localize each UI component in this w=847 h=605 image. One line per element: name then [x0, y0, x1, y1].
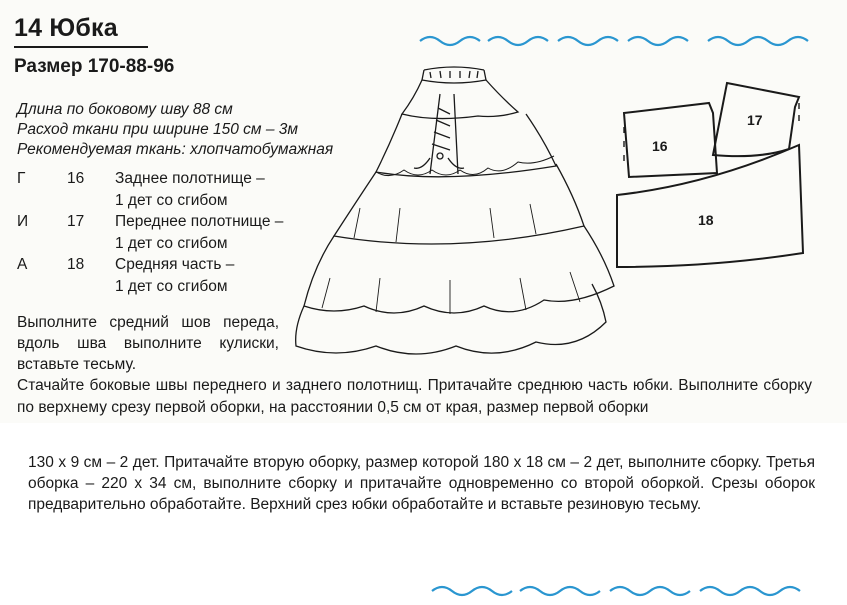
list-item	[17, 211, 283, 233]
part-number: 16	[67, 170, 85, 187]
fabric-usage-text: Расход ткани при ширине 150 см – 3м	[17, 121, 299, 138]
part-letter: И	[17, 213, 29, 230]
part-name: Переднее полотнище –	[115, 213, 284, 230]
part-letter: А	[17, 256, 28, 273]
part-letter: Г	[17, 170, 26, 187]
list-item	[17, 168, 283, 190]
pattern-label-16: 16	[652, 138, 668, 154]
list-item	[17, 190, 283, 212]
instruction-front-seam: Выполните средний шов переда, вдоль шва выполните кулиски, вставьте тесьму.	[17, 314, 279, 373]
part-number: 18	[67, 256, 85, 273]
meta-block	[17, 100, 333, 160]
list-item	[17, 233, 283, 255]
part-count: 1 дет со сгибом	[115, 191, 228, 209]
skirt-illustration	[290, 58, 620, 378]
page-title: 14 Юбка	[14, 14, 118, 42]
decorative-wave-bottom	[430, 584, 822, 598]
part-name: Средняя часть –	[115, 256, 235, 273]
recommended-fabric-text: Рекомендуемая ткань: хлопчатобумажная	[17, 141, 334, 158]
list-item	[17, 254, 283, 276]
part-count: 1 дет со сгибом	[115, 234, 228, 252]
instruction-frills: 130 х 9 см – 2 дет. Притачайте вторую оборку, размер которой 180 х 18 см – 2 дет, выполните сборку. Третья оборка – 220 х 34 см, выполните сборку и притачайте одновременно со второй оборкой. Срезы оборок предварительно обработайте. Верхний срез юбки обработайте и вставьте резиновую тесьму.	[28, 454, 815, 513]
pattern-pieces	[610, 75, 810, 275]
title-underline	[14, 46, 148, 48]
part-count: 1 дет со сгибом	[115, 277, 228, 295]
length-text: Длина по боковому шву 88 см	[17, 101, 233, 118]
part-number: 17	[67, 213, 85, 230]
pattern-label-18: 18	[698, 212, 714, 228]
decorative-wave-top	[418, 34, 810, 48]
part-name: Заднее полотнище –	[115, 170, 265, 187]
size-heading: Размер 170-88-96	[14, 56, 175, 77]
list-item	[17, 276, 283, 298]
pattern-label-17: 17	[747, 112, 763, 128]
parts-list	[17, 168, 283, 297]
instruction-side-seams: Стачайте боковые швы переднего и заднего полотнищ. Притачайте среднюю часть юбки. Выполните сборку по верхнему срезу первой оборки, на расстоянии 0,5 см от края, размер первой оборки	[17, 377, 812, 416]
